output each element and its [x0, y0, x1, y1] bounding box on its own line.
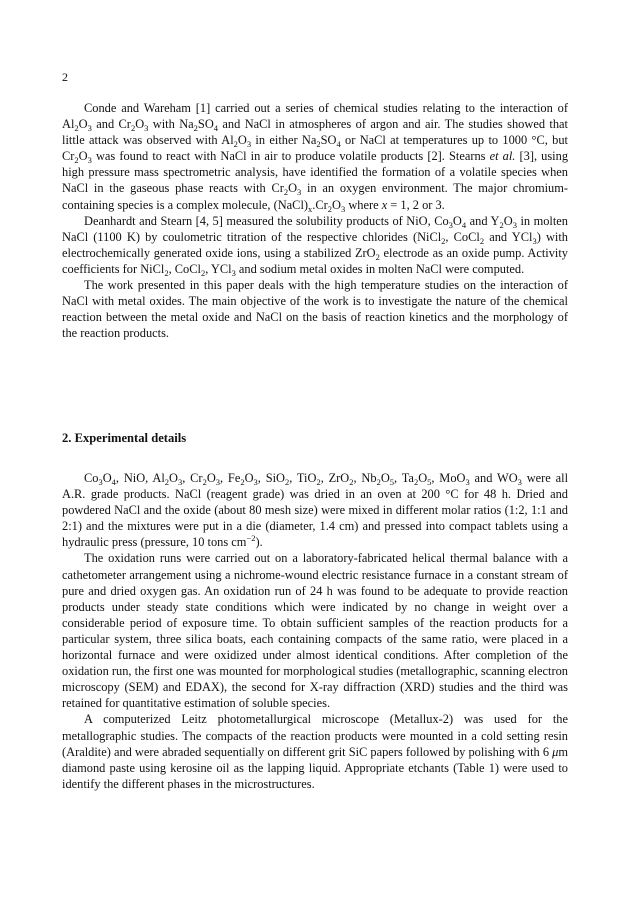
body-paragraph: The work presented in this paper deals with the high temperature studies on the interaction of NaCl with metal oxides. The main objective of the work is to investigate the nature of the chemical reaction between the metal oxide and NaCl on the basis of reaction kinetics and the morphology of the reaction products.	[62, 278, 568, 341]
introduction-section	[62, 100, 568, 341]
section-heading: 2. Experimental details	[62, 431, 187, 445]
body-paragraph: A computerized Leitz photometallurgical microscope (Metallux-2) was used for the metallographic studies. The compacts of the reaction products were mounted in a cold setting resin (Araldite) and were abraded sequentially on different grit SiC papers followed by polishing with 6 μm diamond paste using kerosine oil as the lapping liquid. Appropriate etchants (Table 1) were used to identify the different phases in the microstructures.	[62, 712, 568, 791]
body-paragraph: The oxidation runs were carried out on a laboratory-fabricated helical thermal balance with a cathetometer arrangement using a nichrome-wound electric resistance furnace in a constant stream of pure and dried oxygen gas. An oxidation run of 24 h was found to be adequate to provide reaction products under steady state conditions which were indicated by no change in weight over a considerable period of exposure time. To obtain sufficient samples of the reaction products for a particular system, three silica boats, each containing compacts of the same ratio, were placed in a horizontal furnace and were oxidized under almost identical conditions. After completion of the oxidation run, the first one was mounted for morphological studies (metallographic, scanning electron microscopy (SEM) and EDAX), the second for X-ray diffraction (XRD) studies and the third was retained for quantitative estimation of soluble species.	[62, 551, 568, 711]
page-number: 2	[62, 70, 68, 84]
body-paragraph: Conde and Wareham [1] carried out a series of chemical studies relating to the interaction of $Al_2O_3$ and $Cr_2O_3$ with $Na_2SO_4$ and NaCl in atmospheres of argon and air. The studies showed that little attack was observed with $Al_2O_3$ in either $Na_2SO_4$ or NaCl at temperatures up to 1000 °C, but $Cr_2O_3$ was found to react with NaCl in air to produce volatile products [2]. Stearns et al. [3], using high pressure mass spectrometric analysis, have identified the formation of a volatile species when NaCl in the gaseous phase reacts with $Cr_2O_3$ in an oxygen environment. The major chromium-containing species is a complex molecule, $(NaCl)_x.Cr_2O_3$ where x = 1, 2 or 3.	[62, 101, 569, 214]
body-paragraph: Deanhardt and Stearn [4, 5] measured the solubility products of NiO, $Co_3O_4$ and $Y_2O_3$ in molten NaCl (1100 K) by coulometric titration of the respective chlorides (NiCl$_2$, CoCl$_2$ and YCl$_3$) with electrochemically generated oxide ions, using a stabilized ZrO$_2$ electrode as an oxide pump. Activity coefficients for NiCl$_2$, CoCl$_2$, YCl$_3$ and sodium metal oxides in molten NaCl were computed.	[62, 213, 568, 278]
body-paragraph: $Co_3O_4$, NiO, $Al_2O_3$, $Cr_2O_3$, $Fe_2O_3$, SiO$_2$, TiO$_2$, ZrO$_2$, $Nb_2O_5$, $Ta_2O_5$, MoO$_3$ and $WO_3$ were all A.R. grade products. NaCl (reagent grade) was dried in an oven at 200 °C for 48 h. Dried and powdered NaCl and the oxide (about 80 mesh size) were mixed in different molar ratios (1:2, 1:1 and 2:1) and the mixtures were put in a die (diameter, 1.4 cm) and pressed into compact tablets using a hydraulic press (pressure, 10 tons $cm^{-2}$).	[62, 471, 569, 550]
experimental-section	[62, 430, 568, 792]
